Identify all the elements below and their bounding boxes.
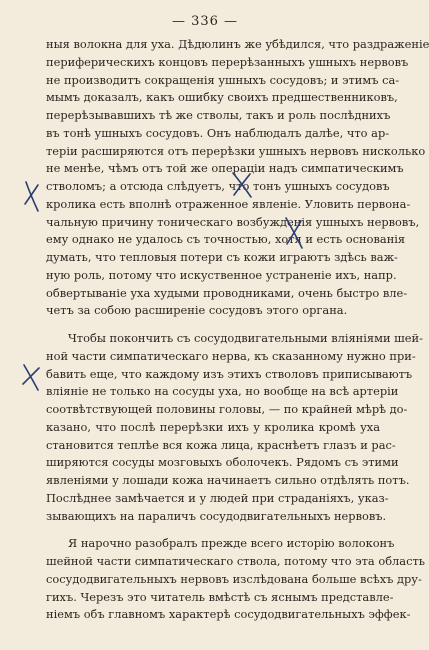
text-line: перерѣзывавшихъ тѣ же стволы, такъ и роль послѣднихъ: [46, 108, 391, 122]
text-line: становится теплѣе вся кожа лица, краснѣетъ глазъ и рас-: [46, 437, 396, 452]
text-line: мымъ доказалъ, какъ ошибку своихъ предшественниковъ,: [46, 90, 398, 105]
text-line: обвертываніе уха худыми проводниками, очень быстро вле-: [46, 285, 408, 300]
text-line: ныя волокна для уха. Дѣдюлинъ же убѣдился, что раздраженіе: [46, 37, 429, 51]
text-line: не производитъ сокращенія ушныхъ сосудовъ; и этимъ са-: [46, 72, 400, 87]
text-line: кролика есть вполнѣ отраженное явленіе. Уловить первона-: [46, 196, 411, 211]
text-line: Послѣднее замѣчается и у людей при страданіяхъ, указ-: [46, 490, 389, 505]
text-line: ніемъ объ главномъ характерѣ сосудодвигательныхъ эффек-: [46, 607, 411, 622]
text-line: бавить еще, что каждому изъ этихъ стволовъ приписываютъ: [46, 366, 413, 381]
text-line: Чтобы покончить съ сосудодвигательными вліяніями шей-: [68, 331, 423, 345]
text-line: гихъ. Черезъ это читатель вмѣстѣ съ яснымъ представле-: [46, 589, 394, 604]
text-line: думать, что тепловыя потери съ кожи играютъ здѣсь важ-: [46, 250, 398, 264]
margin-cross-mark: [20, 362, 42, 392]
text-line: стволомъ; а отсюда слѣдуетъ, что тонъ ушныхъ сосудовъ: [46, 179, 390, 193]
text-line: ную роль, потому что искуственное устраненіе ихъ, напр.: [46, 267, 397, 282]
text-line: чальную причину тоническаго возбужденія ушныхъ нервовъ,: [46, 214, 420, 229]
text-line: сосудодвигательныхъ нервовъ изслѣдована больше всѣхъ дру-: [46, 571, 422, 586]
text-line: периферическихъ концовъ перерѣзанныхъ ушныхъ нервовъ: [46, 54, 409, 69]
text-line: четъ за собою расширеніе сосудовъ этого органа.: [46, 303, 348, 318]
paragraph: [46, 330, 423, 525]
page-number: — 336 —: [171, 14, 239, 29]
margin-cross-mark: [22, 180, 42, 214]
body-text: [46, 36, 429, 624]
text-line: теріи расширяются отъ перерѣзки ушныхъ нервовъ нисколько: [46, 143, 426, 158]
paragraph: [46, 535, 425, 624]
paragraph: [46, 36, 429, 320]
text-line: не менѣе, чѣмъ отъ той же операціи надъ симпатическимъ: [46, 161, 404, 176]
text-line: вліяніе не только на сосуды уха, но вообще на всѣ артеріи: [46, 384, 399, 399]
text-line: шейной части симпатическаго ствола, потому что эта область: [46, 554, 425, 568]
text-line: казано, что послѣ перерѣзки ихъ у кролика кромѣ уха: [46, 419, 380, 434]
text-line: ширяются сосуды мозговыхъ оболочекъ. Рядомъ съ этими: [46, 455, 399, 470]
text-line: въ тонѣ ушныхъ сосудовъ. Онъ наблюдалъ далѣе, что ар-: [46, 125, 390, 140]
text-line: Я нарочно разобралъ прежде всего исторію волоконъ: [68, 536, 395, 551]
text-line: зывающихъ на параличъ сосудодвигательныхъ нервовъ.: [46, 508, 387, 523]
text-line: явленіями у лошади кожа начинаетъ сильно отдѣлять потъ.: [46, 473, 410, 487]
text-line: ему однако не удалось съ точностью, хотя и есть основанія: [46, 232, 406, 247]
text-line: соотвѣтствующей половины головы, — по крайней мѣрѣ до-: [46, 402, 408, 416]
text-line: ной части симпатическаго нерва, къ сказанному нужно при-: [46, 348, 416, 363]
